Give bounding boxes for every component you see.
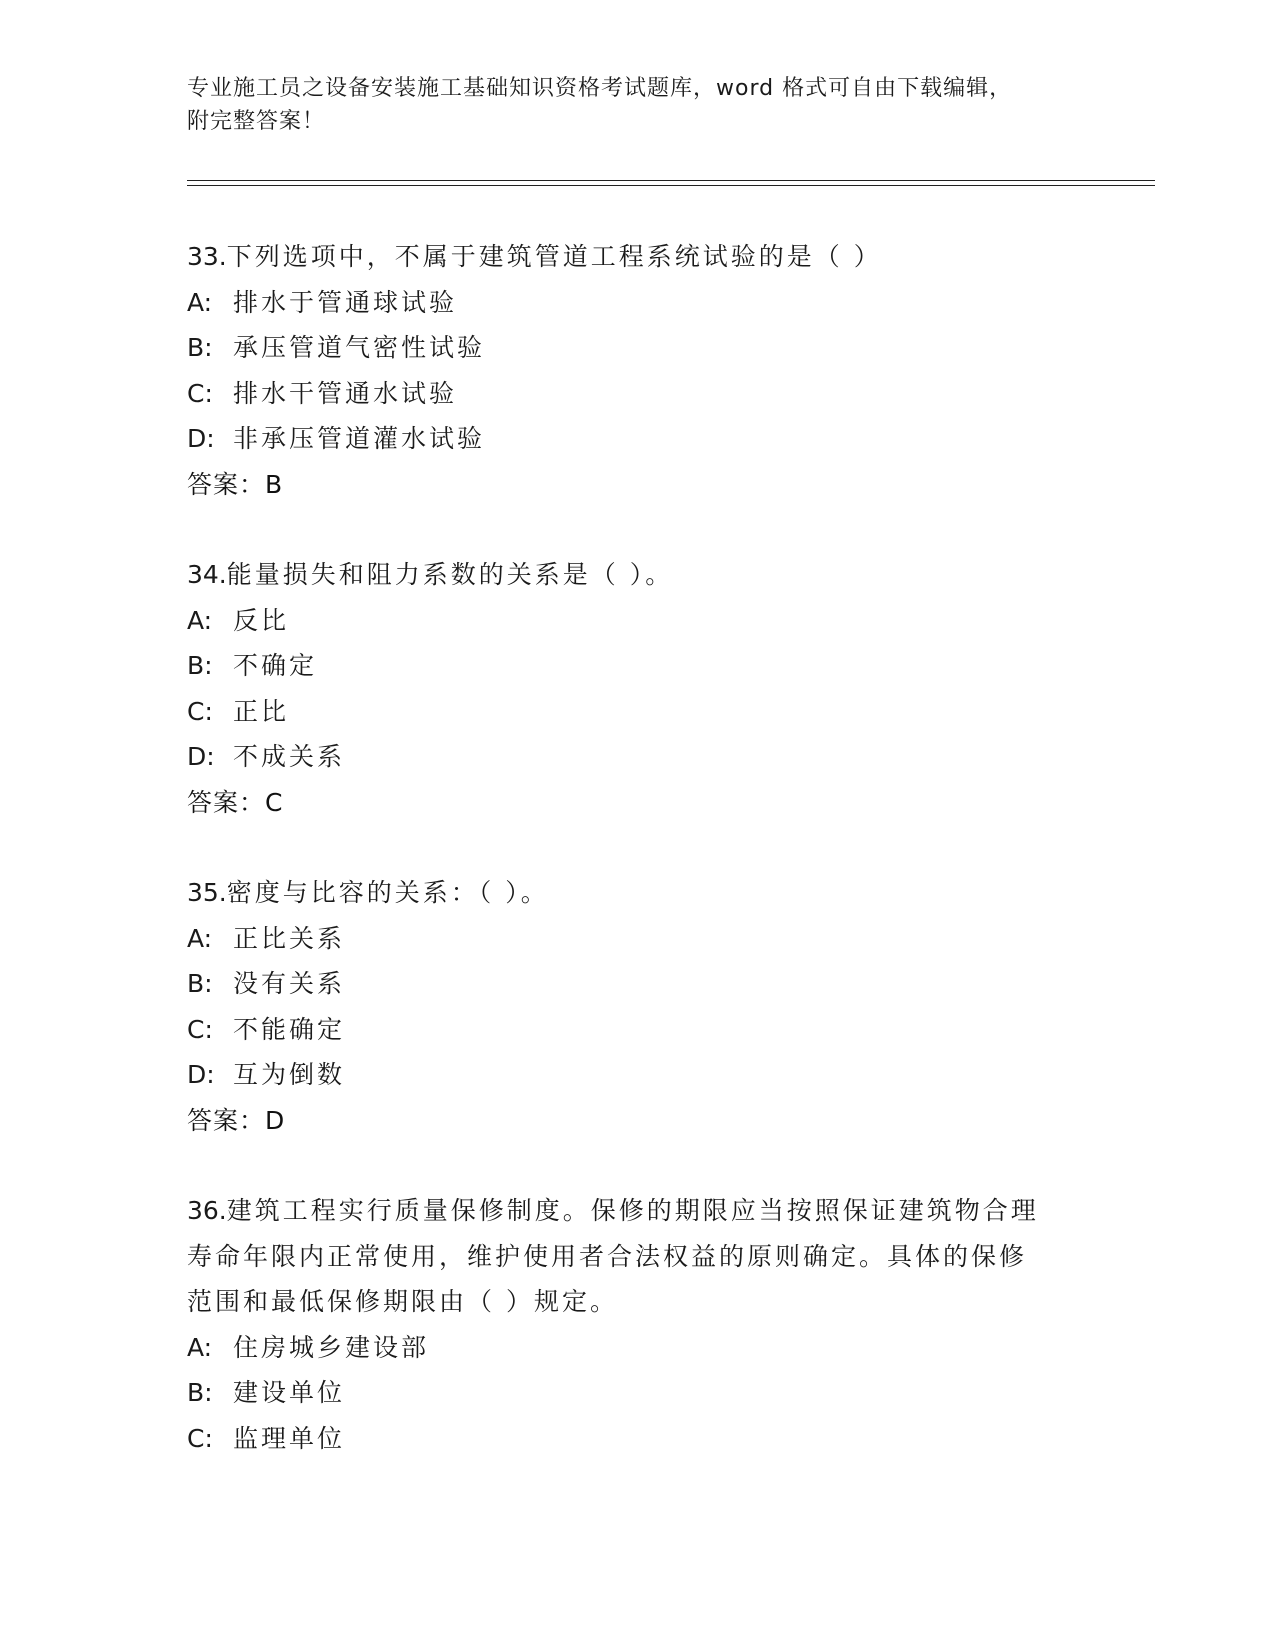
option-text: 不成关系 bbox=[233, 742, 346, 771]
question-number: 34. bbox=[187, 560, 227, 589]
option-d bbox=[187, 734, 1087, 780]
question-stem: 能量损失和阻力系数的关系是（ ）。 bbox=[226, 560, 674, 589]
question-34 bbox=[187, 552, 1087, 825]
question-text bbox=[187, 870, 1087, 916]
question-33 bbox=[187, 234, 1087, 507]
option-letter: A: bbox=[187, 1332, 213, 1362]
question-35 bbox=[187, 870, 1087, 1143]
answer-line: 答案：B bbox=[187, 469, 284, 499]
question-text bbox=[187, 1188, 1087, 1234]
option-letter: B: bbox=[187, 969, 213, 998]
header-divider-bottom bbox=[187, 185, 1155, 186]
option-letter: A: bbox=[187, 287, 213, 317]
question-text bbox=[187, 552, 1087, 598]
option-letter: D: bbox=[187, 424, 215, 453]
option-d bbox=[187, 416, 1087, 462]
question-number: 35. bbox=[187, 878, 227, 907]
option-text: 排水干管通水试验 bbox=[233, 378, 458, 408]
option-text: 反比 bbox=[233, 605, 290, 635]
question-stem-continued: 范围和最低保修期限由（ ）规定。 bbox=[187, 1287, 618, 1316]
option-letter: B: bbox=[187, 1378, 213, 1407]
document-header bbox=[187, 72, 1087, 138]
option-text: 承压管道气密性试验 bbox=[233, 333, 486, 362]
answer-line: 答案：D bbox=[187, 1105, 286, 1135]
option-c bbox=[187, 689, 1087, 735]
option-text: 互为倒数 bbox=[233, 1060, 346, 1089]
option-letter: A: bbox=[187, 605, 213, 635]
option-b bbox=[187, 961, 1087, 1007]
option-c bbox=[187, 1007, 1087, 1053]
option-letter: D: bbox=[187, 1060, 215, 1089]
question-stem: 密度与比容的关系：（ ）。 bbox=[226, 878, 549, 907]
answer-line: 答案：C bbox=[187, 787, 284, 817]
question-text bbox=[187, 234, 1087, 280]
option-letter: B: bbox=[187, 333, 213, 362]
option-letter: D: bbox=[187, 742, 215, 771]
header-divider-top bbox=[187, 180, 1155, 181]
option-text: 建设单位 bbox=[233, 1378, 346, 1407]
option-letter: C: bbox=[187, 696, 213, 726]
option-text: 正比关系 bbox=[233, 923, 346, 953]
option-text: 监理单位 bbox=[233, 1423, 346, 1453]
header-line-1: 专业施工员之设备安装施工基础知识资格考试题库，word 格式可自由下载编辑， bbox=[187, 76, 1013, 101]
option-b bbox=[187, 643, 1087, 689]
option-text: 不确定 bbox=[233, 651, 318, 680]
option-c bbox=[187, 371, 1087, 417]
option-d bbox=[187, 1052, 1087, 1098]
option-b bbox=[187, 1370, 1087, 1416]
question-36 bbox=[187, 1188, 1087, 1461]
option-letter: C: bbox=[187, 1014, 213, 1044]
option-a bbox=[187, 598, 1087, 644]
option-a bbox=[187, 280, 1087, 326]
option-text: 住房城乡建设部 bbox=[233, 1332, 430, 1362]
option-letter: A: bbox=[187, 923, 213, 953]
option-a bbox=[187, 1325, 1087, 1371]
option-letter: B: bbox=[187, 651, 213, 680]
option-text: 排水于管通球试验 bbox=[233, 287, 458, 317]
option-letter: C: bbox=[187, 1423, 213, 1453]
option-text: 正比 bbox=[233, 696, 290, 726]
option-text: 没有关系 bbox=[233, 969, 346, 998]
question-number: 36. bbox=[187, 1196, 227, 1225]
question-number: 33. bbox=[187, 242, 227, 271]
option-a bbox=[187, 916, 1087, 962]
option-b bbox=[187, 325, 1087, 371]
question-stem: 建筑工程实行质量保修制度。保修的期限应当按照保证建筑物合理 bbox=[226, 1196, 1039, 1225]
question-list bbox=[187, 234, 1087, 1506]
header-line-2: 附完整答案！ bbox=[187, 109, 326, 134]
option-letter: C: bbox=[187, 378, 213, 408]
question-stem-continued: 寿命年限内正常使用，维护使用者合法权益的原则确定。具体的保修 bbox=[187, 1241, 1028, 1271]
option-text: 非承压管道灌水试验 bbox=[233, 424, 486, 453]
option-c bbox=[187, 1416, 1087, 1462]
option-text: 不能确定 bbox=[233, 1014, 346, 1044]
question-stem: 下列选项中，不属于建筑管道工程系统试验的是（ ） bbox=[226, 242, 882, 271]
